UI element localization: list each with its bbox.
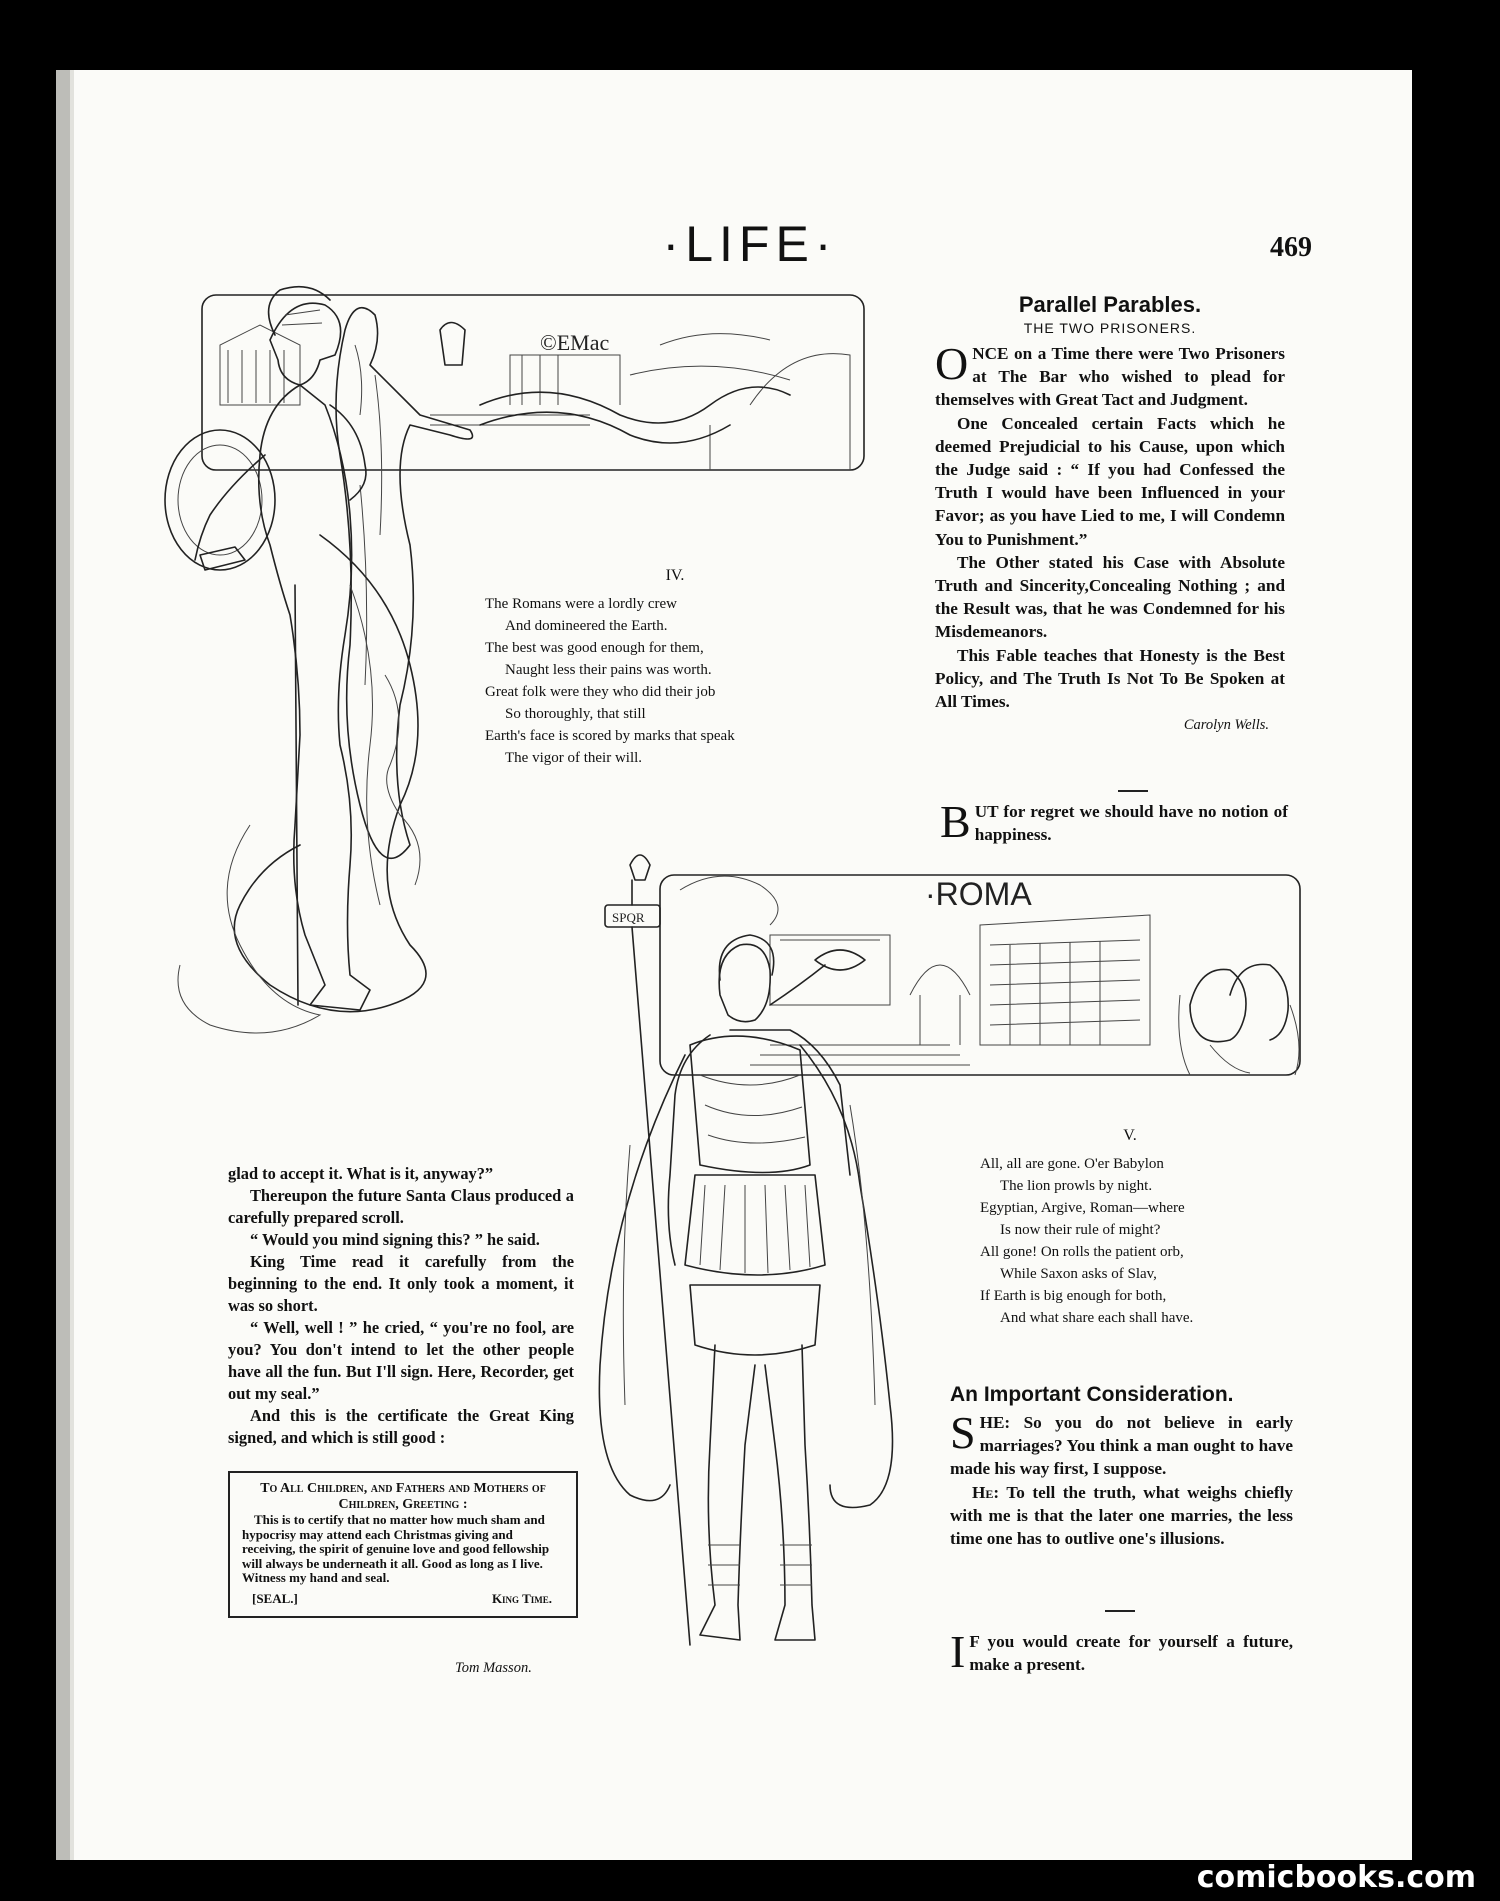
masthead-title: ·LIFE· bbox=[662, 216, 838, 272]
consideration-title: An Important Consideration. bbox=[950, 1383, 1234, 1406]
parables-body bbox=[935, 338, 1285, 713]
page-spine bbox=[56, 70, 70, 1860]
roma-banner-text: ·ROMA bbox=[925, 876, 1032, 912]
consideration-he-text: To tell the truth, what weighs chiefly with me is that the later one marries, the less time one has to outlive one's illusions. bbox=[950, 1482, 1293, 1549]
certificate-footer bbox=[242, 1592, 564, 1607]
poem-v-line: Egyptian, Argive, Roman—where bbox=[980, 1200, 1185, 1216]
certificate-heading: To All Children, and Fathers and Mothers of Children, Greeting : bbox=[260, 1481, 546, 1512]
poem-v-line: All, all are gone. O'er Babylon bbox=[980, 1156, 1164, 1172]
consideration-she-text: So you do not believe in early marriages? You think a man ought to have made his way first, I suppose. bbox=[950, 1413, 1294, 1479]
banner-frame bbox=[202, 295, 864, 470]
santa-author: Tom Masson. bbox=[455, 1660, 532, 1676]
poem-iv-line: And domineered the Earth. bbox=[505, 618, 668, 634]
parables-paragraph: This Fable teaches that Honesty is the Best Policy, and The Truth Is Not To Be Spoken at All Times. bbox=[935, 645, 1285, 712]
poem-iv-line: Earth's face is scored by marks that speak bbox=[485, 728, 735, 744]
poem-iv-number: IV. bbox=[665, 567, 685, 584]
certificate-seal: [SEAL.] bbox=[252, 1590, 298, 1606]
parables-subtitle: THE TWO PRISONERS. bbox=[1023, 320, 1197, 336]
page-spine-edge bbox=[70, 70, 74, 1860]
parallel-parables-article bbox=[935, 292, 1285, 734]
speaker-he: He: bbox=[972, 1482, 1000, 1502]
speaker-she: HE: bbox=[979, 1413, 1011, 1432]
poem-v-line: If Earth is big enough for both, bbox=[980, 1288, 1167, 1304]
santa-paragraph: “ Well, well ! ” he cried, “ you're no fool, are you? You don't intend to let the other people have all the fun. But I'll sign. Here, Recorder, get out my seal.” bbox=[228, 1318, 574, 1403]
certificate-box bbox=[228, 1471, 578, 1618]
drop-cap: I bbox=[950, 1626, 966, 1677]
santa-paragraph: Thereupon the future Santa Claus produced a carefully prepared scroll. bbox=[228, 1186, 574, 1227]
poem-v-line: And what share each shall have. bbox=[1000, 1310, 1194, 1326]
parables-paragraph: The Other stated his Case with Absolute Truth and Sincerity,Concealing Nothing ; and the Result was, that he was Condemned for his Misdemeanors. bbox=[935, 552, 1285, 642]
important-consideration-article bbox=[950, 1383, 1293, 1550]
certificate-signer: King Time. bbox=[491, 1590, 552, 1606]
poem-v-number: V. bbox=[1123, 1127, 1137, 1144]
poem-iv bbox=[485, 565, 805, 769]
watermark: comicbooks.com bbox=[1196, 1860, 1476, 1895]
drop-cap: B bbox=[940, 796, 971, 847]
santa-paragraph: And this is the certificate the Great King signed, and which is still good : bbox=[228, 1406, 574, 1447]
drop-cap: S bbox=[950, 1407, 976, 1458]
drop-cap: O bbox=[935, 338, 969, 389]
poem-iv-line: Great folk were they who did their job bbox=[485, 684, 716, 700]
poem-iv-line: The Romans were a lordly crew bbox=[485, 596, 678, 612]
santa-paragraph: glad to accept it. What is it, anyway?” bbox=[228, 1164, 494, 1183]
parables-paragraph: One Concealed certain Facts which he deemed Prejudicial to his Cause, upon which the Judge said : “ If you had Confessed the Truth I would have been Influenced in your Favor; as you have Lied to me, I will Condemn You to Punishment.” bbox=[935, 413, 1285, 549]
poem-v-line: All gone! On rolls the patient orb, bbox=[980, 1244, 1184, 1260]
poem-iv-line: The best was good enough for them, bbox=[485, 640, 704, 656]
parables-author: Carolyn Wells. bbox=[1183, 717, 1269, 734]
poem-iv-line: Naught less their pains was worth. bbox=[505, 662, 712, 678]
divider-rule bbox=[1105, 1610, 1135, 1612]
parables-paragraph: NCE on a Time there were Two Prisoners at The Bar who wished to plead for themselves with Great Tact and Judgment. bbox=[935, 344, 1285, 410]
page-number: 469 bbox=[1270, 232, 1312, 263]
future-text: F you would create for yourself a future, make a present. bbox=[969, 1632, 1293, 1675]
poem-v bbox=[980, 1125, 1280, 1329]
certificate-body: This is to certify that no matter how much sham and hypocrisy may attend each Christmas giving and receiving, the spirit of genuine love and good fellowship will always be underneath it all. Good as long as I live. Witness my hand and seal. bbox=[242, 1512, 550, 1585]
poem-v-line: Is now their rule of might? bbox=[1000, 1222, 1161, 1238]
poem-iv-line: The vigor of their will. bbox=[505, 750, 643, 766]
parables-title: Parallel Parables. bbox=[1018, 292, 1202, 317]
santa-king-time-article bbox=[228, 1163, 574, 1449]
artist-mark: ©EMac bbox=[540, 330, 610, 355]
divider-rule bbox=[1118, 790, 1148, 792]
santa-paragraph: “ Would you mind signing this? ” he said. bbox=[250, 1230, 540, 1249]
poem-v-line: While Saxon asks of Slav, bbox=[1000, 1266, 1157, 1282]
santa-paragraph: King Time read it carefully from the beginning to the end. It only took a moment, it was so short. bbox=[228, 1252, 574, 1315]
future-aphorism bbox=[950, 1626, 1293, 1677]
poem-v-line: The lion prowls by night. bbox=[1000, 1178, 1153, 1194]
regret-aphorism bbox=[940, 796, 1288, 847]
regret-text: UT for regret we should have no notion of happiness. bbox=[974, 802, 1288, 845]
consideration-body bbox=[950, 1407, 1294, 1550]
standard-plaque-text: SPQR bbox=[612, 910, 645, 925]
poem-iv-line: So thoroughly, that still bbox=[505, 706, 646, 722]
